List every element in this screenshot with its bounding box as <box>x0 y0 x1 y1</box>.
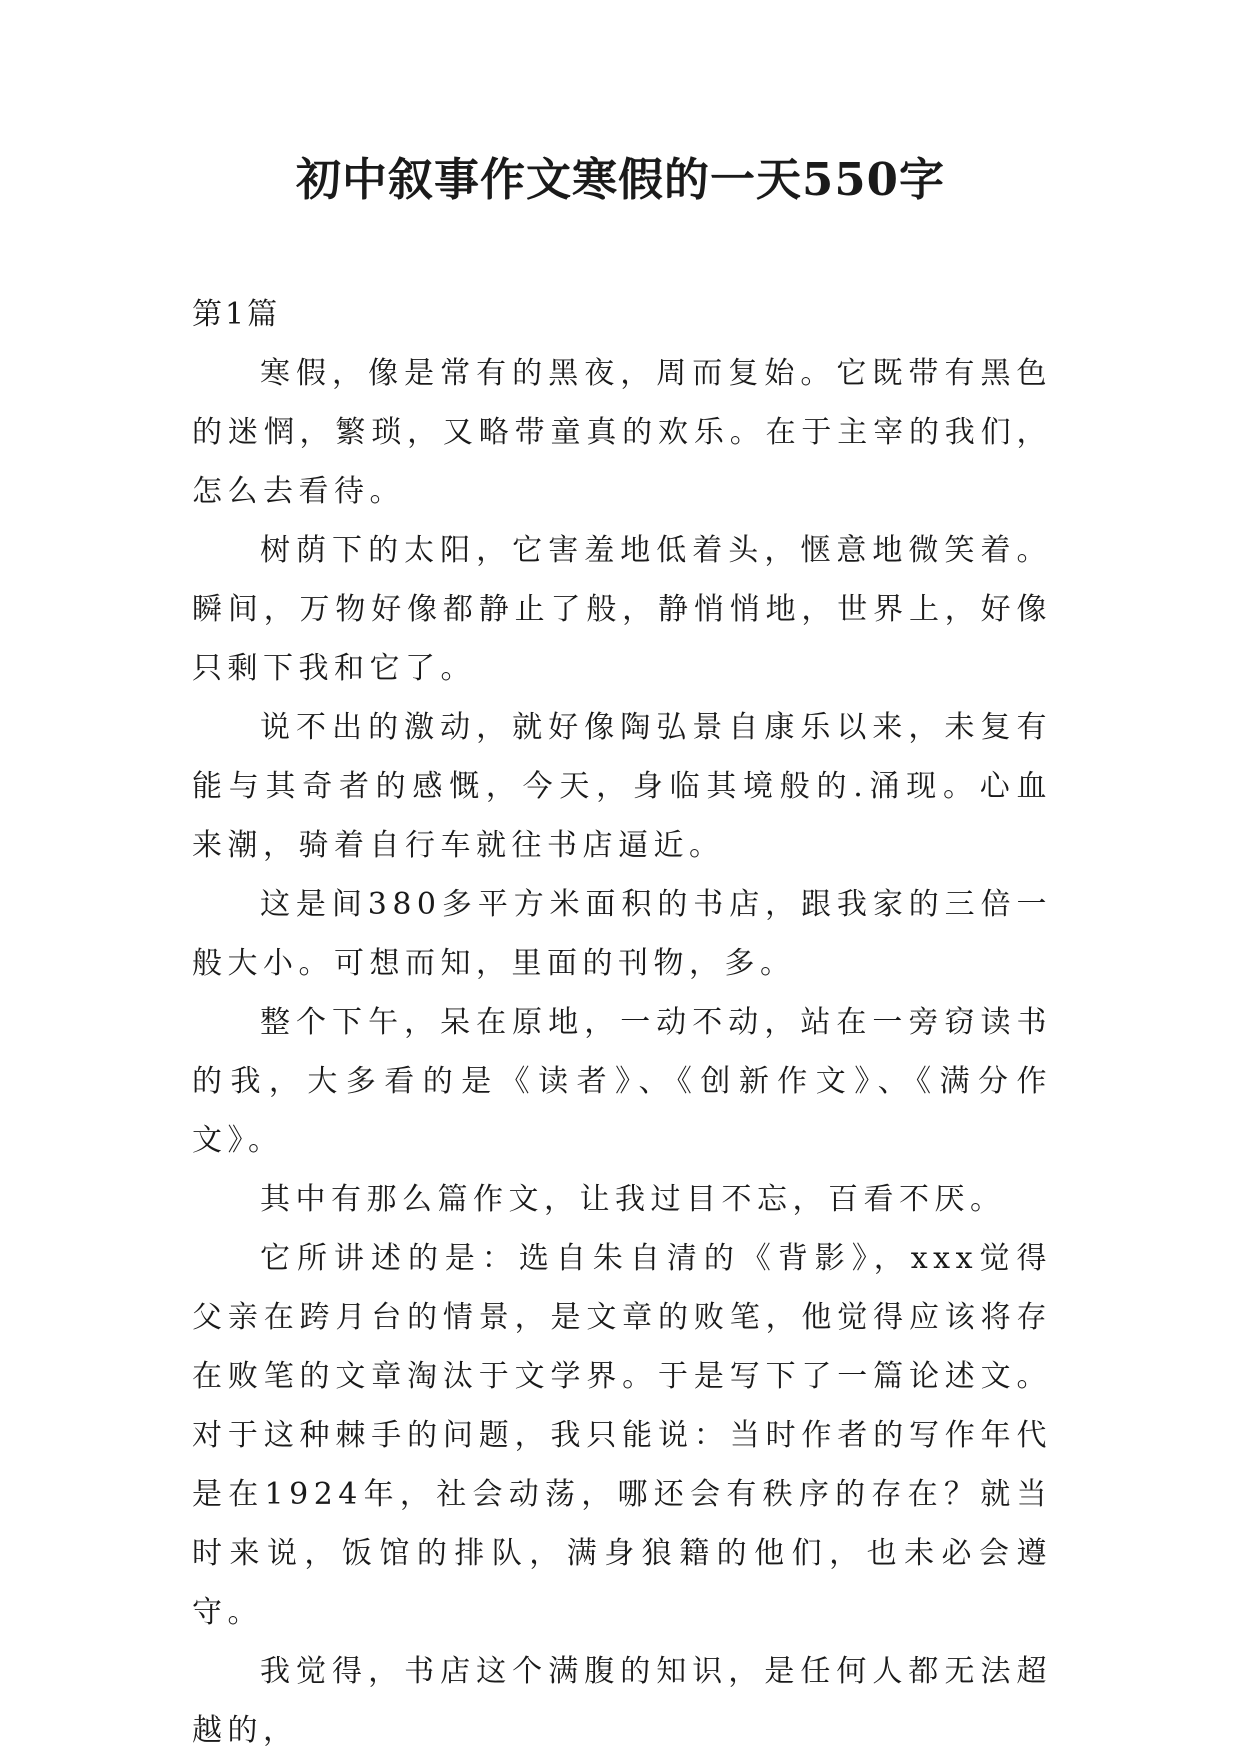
paragraph: 这是间380多平方米面积的书店，跟我家的三倍一般大小。可想而知，里面的刊物，多。 <box>192 887 1052 981</box>
paragraph: 寒假，像是常有的黑夜，周而复始。它既带有黑色的迷惘，繁琐，又略带童真的欢乐。在于主宰的我们，怎么去看待。 <box>192 356 1052 509</box>
document-body <box>192 285 1052 1760</box>
section-label: 第1篇 <box>192 297 281 332</box>
paragraph: 我觉得，书店这个满腹的知识，是任何人都无法超越的， <box>192 1654 1052 1748</box>
paragraph: 树荫下的太阳，它害羞地低着头，惬意地微笑着。瞬间，万物好像都静止了般，静悄悄地，世界上，好像只剩下我和它了。 <box>192 533 1052 686</box>
paragraph: 其中有那么篇作文，让我过目不忘，百看不厌。 <box>260 1182 1006 1217</box>
paragraph: 它所讲述的是：选自朱自清的《背影》，xxx觉得父亲在跨月台的情景，是文章的败笔，他觉得应该将存在败笔的文章淘汰于文学界。于是写下了一篇论述文。对于这种棘手的问题，我只能说：当时作者的写作年代是在1924年，社会动荡，哪还会有秩序的存在？就当时来说，饭馆的排队，满身狼籍的他们，也未必会遵守。 <box>192 1241 1052 1630</box>
paragraph: 整个下午，呆在原地，一动不动，站在一旁窃读书的我，大多看的是《读者》、《创新作文》、《满分作文》。 <box>192 1005 1052 1158</box>
document-title: 初中叙事作文寒假的一天550字 <box>296 153 945 206</box>
paragraph: 说不出的激动，就好像陶弘景自康乐以来，未复有能与其奇者的感慨，今天，身临其境般的.涌现。心血来潮，骑着自行车就往书店逼近。 <box>192 710 1052 863</box>
